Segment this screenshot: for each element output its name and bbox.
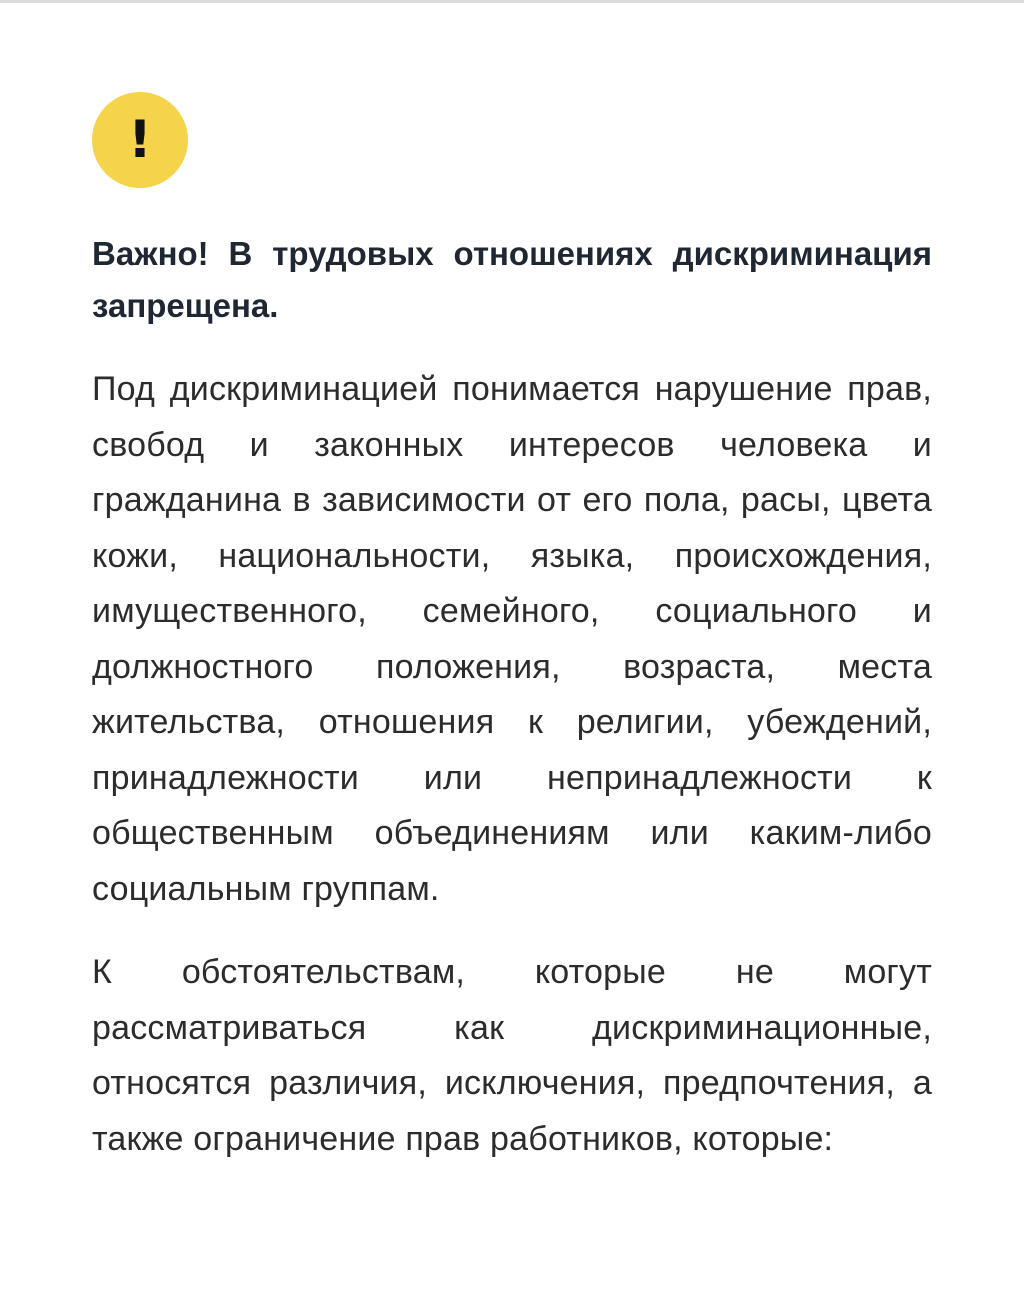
important-heading: Важно! В трудовых отношениях дискриминация запрещена.: [92, 235, 932, 324]
exceptions-paragraph: К обстоятельствам, которые не могут рассматриваться как дискриминационные, относятся различия, исключения, предпочтения, а также ограничение прав работников, которые:: [92, 953, 932, 1158]
top-divider: [0, 0, 1024, 3]
article-content: [92, 92, 932, 1167]
exclamation-icon: [92, 92, 188, 188]
discrimination-definition-paragraph: Под дискриминацией понимается нарушение прав, свобод и законных интересов человека и гражданина в зависимости от его пола, расы, цвета кожи, национальности, языка, происхождения, имущественного, семейного, социального и должностного положения, возраста, места жительства, отношения к религии, убеждений, принадлежности или непринадлежности к общественным объединениям или каким-либо социальным группам.: [92, 370, 932, 908]
exclamation-glyph: !: [128, 110, 152, 170]
